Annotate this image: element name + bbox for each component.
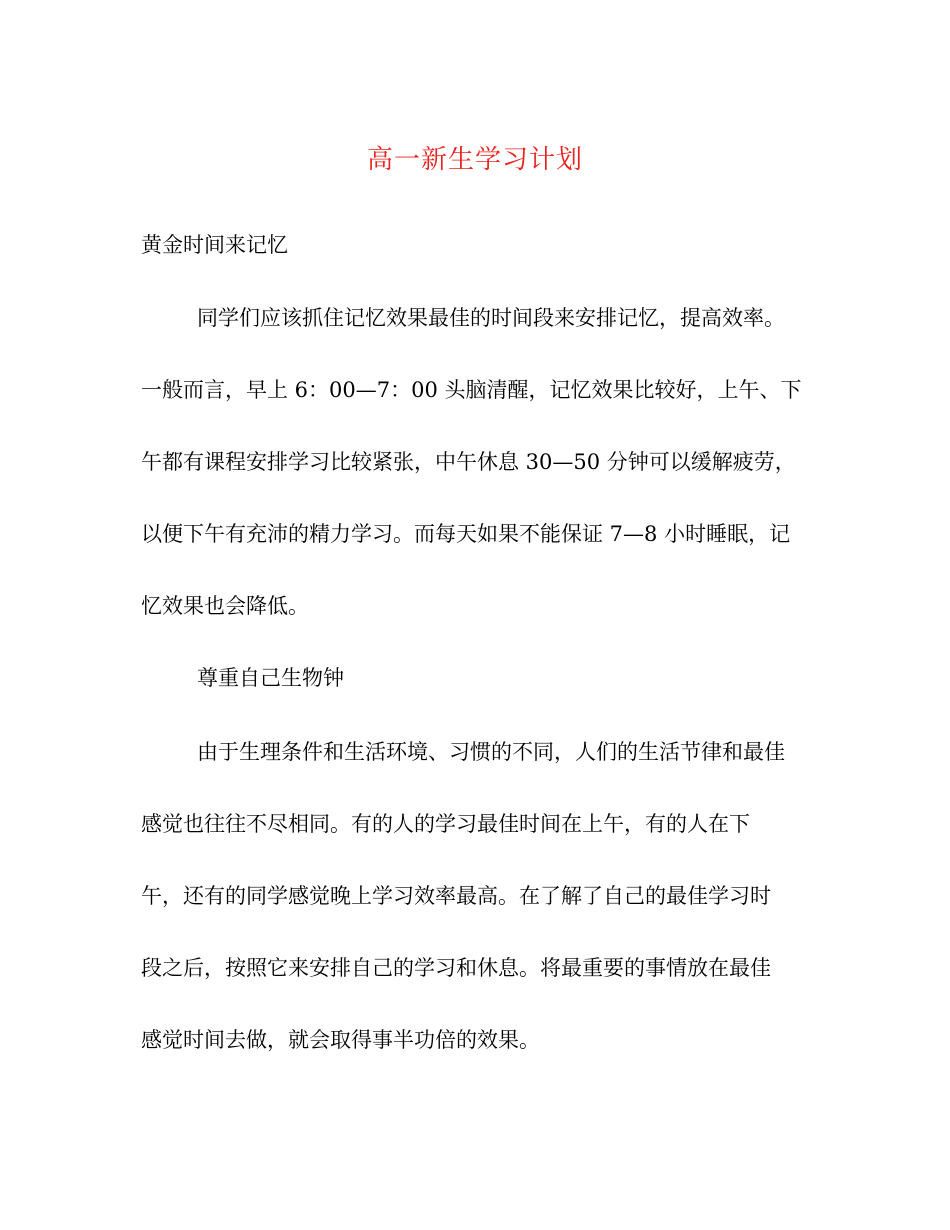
paragraph-line: 段之后，按照它来安排自己的学习和休息。将最重要的事情放在最佳 — [141, 956, 771, 980]
paragraph-line: 午都有课程安排学习比较紧张，中午休息 30—50 分钟可以缓解疲劳， — [141, 450, 796, 474]
paragraph-line: 以便下午有充沛的精力学习。而每天如果不能保证 7—8 小时睡眠，记 — [141, 522, 791, 546]
paragraph-line: 一般而言，早上 6：00—7：00 头脑清醒，记忆效果比较好，上午、下 — [141, 378, 802, 402]
section-heading-biological-clock: 尊重自己生物钟 — [197, 666, 344, 690]
paragraph-line: 同学们应该抓住记忆效果最佳的时间段来安排记忆，提高效率。 — [197, 306, 785, 330]
paragraph-line: 由于生理条件和生活环境、习惯的不同，人们的生活节律和最佳 — [197, 740, 785, 764]
paragraph-line: 感觉时间去做，就会取得事半功倍的效果。 — [141, 1028, 540, 1052]
paragraph-line: 午，还有的同学感觉晚上学习效率最高。在了解了自己的最佳学习时 — [141, 884, 771, 908]
section-heading-golden-time: 黄金时间来记忆 — [141, 233, 288, 257]
paragraph-line: 忆效果也会降低。 — [141, 594, 309, 618]
document-title: 高一新生学习计划 — [366, 145, 583, 175]
paragraph-line: 感觉也往往不尽相同。有的人的学习最佳时间在上午，有的人在下 — [141, 812, 750, 836]
